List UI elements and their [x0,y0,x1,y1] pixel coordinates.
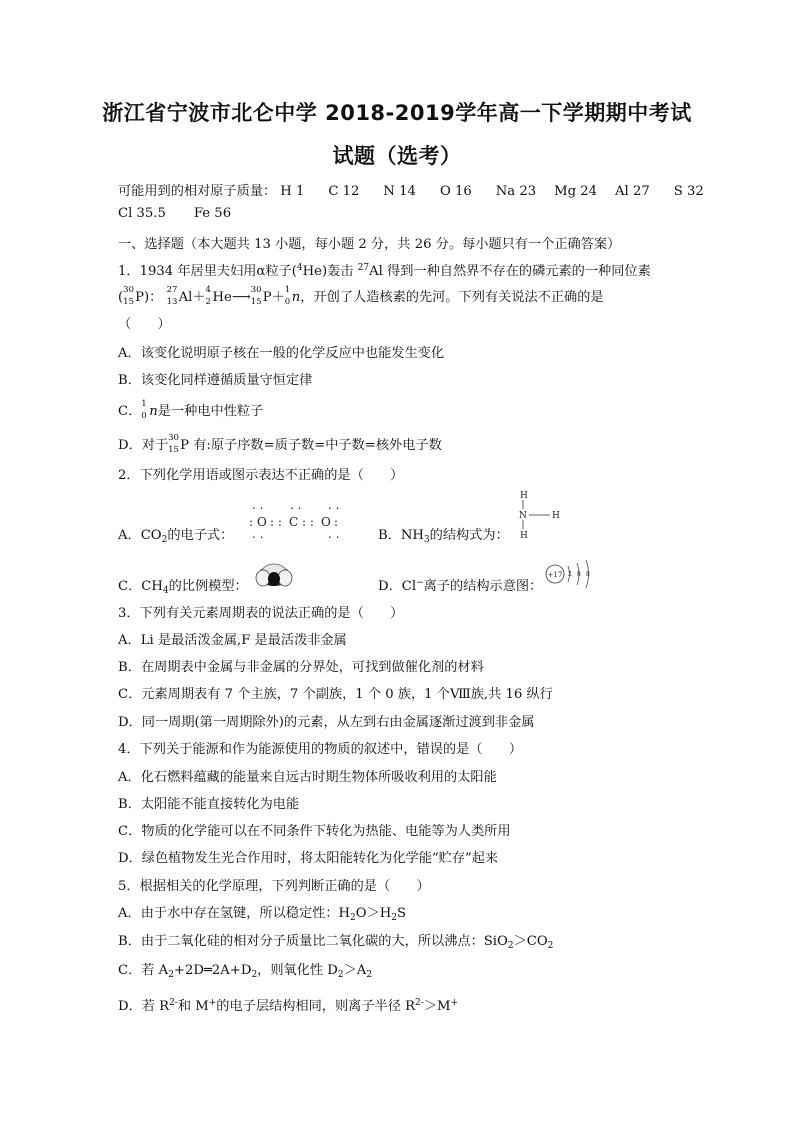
q3-stem: 3．下列有关元素周期表的说法正确的是（ ） [118,606,404,621]
q1-alpha: α粒子( [256,264,297,279]
q5-c-m1: +2D [173,963,204,978]
mass-al: Al 27 [615,184,650,199]
q1-eq-he: He [212,290,232,305]
q5-a-text: A．由于水中存在氢键，所以稳定性：H [118,906,351,921]
q4-stem: 4．下列关于能源和作为能源使用的物质的叙述中，错误的是（ ） [118,742,523,757]
svg-text:+17: +17 [547,571,563,579]
q1-option-a: A．该变化说明原子核在一般的化学反应中也能发生变化 [118,346,445,361]
svg-text:. .: . . [328,527,340,541]
mass-cl: Cl 35.5 [118,206,166,221]
q5-d-sup1: 2- [169,998,178,1008]
section-heading: 一、选择题（本大题共 13 小题，每小题 2 分，共 26 分。每小题只有一个正确答案） [118,237,621,252]
q1-eq-p-nuclide: 30 15 [250,285,262,307]
q5-c-m4: ＞A [343,963,367,978]
q1-option-c [118,400,263,419]
q5-a-mid: O＞H [355,906,392,921]
q5-d-m2: 的电子层结构相同，则离子半径 R [216,999,416,1014]
mass-o: O 16 [439,184,472,199]
q4-option-c: C．物质的化学能可以在不同条件下转化为热能、电能等为人类所用 [118,824,511,839]
q1-p-isotope: 30 15 [123,285,134,307]
q1-option-b: B．该变化同样遵循质量守恒定律 [118,373,313,388]
svg-text:: :: : : [302,515,314,529]
lewis-c: C [289,515,299,529]
q5-c-text: C．若 A [118,963,169,978]
q1-d-p-nuclide: 30 15 [168,433,179,455]
nh3-structural-formula [512,490,562,540]
svg-text:8: 8 [577,571,581,578]
svg-text:. .: . . [252,498,264,512]
q1-stem-b: ，开创了人造核素的先河。下列有关说法不正确的是 [300,290,604,305]
q2-option-c [118,575,248,596]
svg-text:. .: . . [252,527,264,541]
q1-eq-al: Al＋ [178,290,206,305]
q5-stem: 5．根据相关的化学原理，下列判断正确的是（ ） [118,879,430,894]
q1-equation-line [118,286,604,305]
svg-text:H: H [520,531,528,541]
q5-d-sup3: 2- [415,998,424,1008]
svg-text:H: H [552,511,560,521]
q2-a-sub: 2 [161,535,168,545]
page-subtitle: 试题（选考） [332,144,462,168]
q5-b-sub1: 2 [507,941,514,951]
q4-option-b: B．太阳能不能直接转化为电能 [118,797,300,812]
svg-text:N: N [519,511,527,521]
mass-c: C 12 [328,184,360,199]
q1-eq-n-nuclide: 1 0 [284,285,291,307]
reaction-arrow-icon: ⟶ [231,290,251,305]
q5-b-mid: ＞CO [513,934,548,949]
q1-c-text: 是一种电中性粒子 [157,404,264,419]
q2-a-text: 的电子式： [167,528,234,543]
q2-d-text: 离子的结构示意图： [423,579,543,594]
q5-option-a [118,902,406,923]
q5-c-eq: ═ [203,963,212,978]
svg-text:8: 8 [586,571,590,578]
mass-n: N 14 [383,184,416,199]
q2-c-sub: 4 [162,586,169,596]
q2-d-sup: − [416,578,424,588]
svg-text:: :: : : [270,515,282,529]
q3-option-c: C．元素周期表有 7 个主族，7 个副族，1 个 0 族，1 个Ⅷ族,共 16 纵行 [118,687,553,702]
q5-c-m2: 2A+D [211,963,252,978]
q2-c-label: C．CH [118,579,163,594]
ch4-space-filling-model-icon [254,562,294,588]
svg-text:H: H [520,491,528,501]
mass-s: S 32 [673,184,704,199]
q1-d-text: P 有:原子序数=质子数=中子数=核外电子数 [180,438,442,453]
q2-stem: 2．下列化学用语或图示表达不正确的是（ ） [118,468,404,483]
q1-paren: （ ） [118,317,171,332]
q3-option-d: D．同一周期(第一周期除外)的元素，从左到右由金属逐渐过渡到非金属 [118,715,535,730]
q2-d-label: D．Cl [378,579,417,594]
svg-text::: : [249,515,254,529]
q2-b-sub: 3 [423,535,430,545]
q5-d-sup4: + [450,998,459,1008]
q1-stem-text: 1．1934 年居里夫妇用 [118,264,257,279]
mass-na: Na 23 [495,184,537,199]
q1-eq-n: n [291,290,301,305]
svg-text::: : [334,515,339,529]
q4-option-a: A．化石燃料蕴藏的能量来自远古时期生物体所吸收利用的太阳能 [118,770,497,785]
svg-text:. .: . . [290,498,302,512]
q1-c-label: C． [118,404,142,419]
q1-eq-al-nuclide: 27 13 [166,285,178,307]
q5-b-sub2: 2 [547,941,554,951]
q5-c-sub2: 2 [251,970,258,980]
q1-stem [118,260,651,279]
lewis-o1: O [257,515,267,529]
svg-text:2: 2 [568,571,572,578]
q1-he: He)轰击 [302,264,354,279]
q5-d-text: D．若 R [118,999,170,1014]
q1-c-neutron-nuclide: 1 0 [141,399,147,421]
q2-option-a [118,524,233,545]
q5-d-sup2: + [208,998,217,1008]
q1-p-close: P)： [135,290,163,305]
q4-option-d: D．绿色植物发生光合作用时，将太阳能转化为化学能“贮存”起来 [118,851,499,866]
q5-c-sub1: 2 [168,970,174,980]
q1-eq-p: P＋ [262,290,285,305]
q5-a-sub1: 2 [350,913,356,923]
q5-option-d [118,995,458,1014]
lewis-o2: O [321,515,331,529]
q5-b-text: B．由于二氧化硅的相对分子质量比二氧化碳的大，所以沸点：SiO [118,934,508,949]
q2-option-b [378,524,509,545]
q5-d-m3: ＞M [423,999,451,1014]
q5-a-sub2: 2 [391,913,397,923]
q5-c-sub3: 2 [337,970,344,980]
q5-option-c [118,959,372,980]
co2-lewis-structure [249,498,350,541]
q5-c-m3: ，则氧化性 D [257,963,338,978]
page-title: 浙江省宁波市北仑中学 2018-2019学年高一下学期期中考试 [102,101,692,125]
q5-option-b [118,930,553,951]
q5-a-end: S [397,906,407,921]
q1-p-open: ( [118,290,124,305]
q1-option-d [118,434,442,453]
q1-he-mass: 4 [296,263,303,273]
atomic-masses-line2 [118,206,231,221]
q2-b-label: B．NH [378,528,424,543]
mass-fe: Fe 56 [193,206,232,221]
q3-option-a: A．Li 是最活泼金属,F 是最活泼非金属 [118,633,347,648]
q2-c-text: 的比例模型： [168,579,248,594]
q1-al: Al 得到一种自然界不存在的磷元素的一种同位素 [369,264,651,279]
atomic-masses-line1 [118,180,704,199]
cl-ion-structure-diagram [544,554,600,590]
mass-h: H 1 [280,184,305,199]
atomic-masses-label: 可能用到的相对原子质量： [118,184,277,199]
q1-eq-he-nuclide: 4 2 [205,285,211,307]
q5-d-m: 和 M [177,999,209,1014]
q3-option-b: B．在周期表中金属与非金属的分界处，可找到做催化剂的材料 [118,660,484,675]
q1-c-neutron: n [149,404,158,419]
q1-d-label: D．对于 [118,438,169,453]
svg-text:. .: . . [328,498,340,512]
q5-c-sub4: 2 [366,970,373,980]
q2-a-label: A．CO [118,528,162,543]
q1-al-mass: 27 [357,263,370,273]
q2-option-d [378,575,542,594]
mass-mg: Mg 24 [554,184,598,199]
q2-b-text: 的结构式为： [429,528,509,543]
